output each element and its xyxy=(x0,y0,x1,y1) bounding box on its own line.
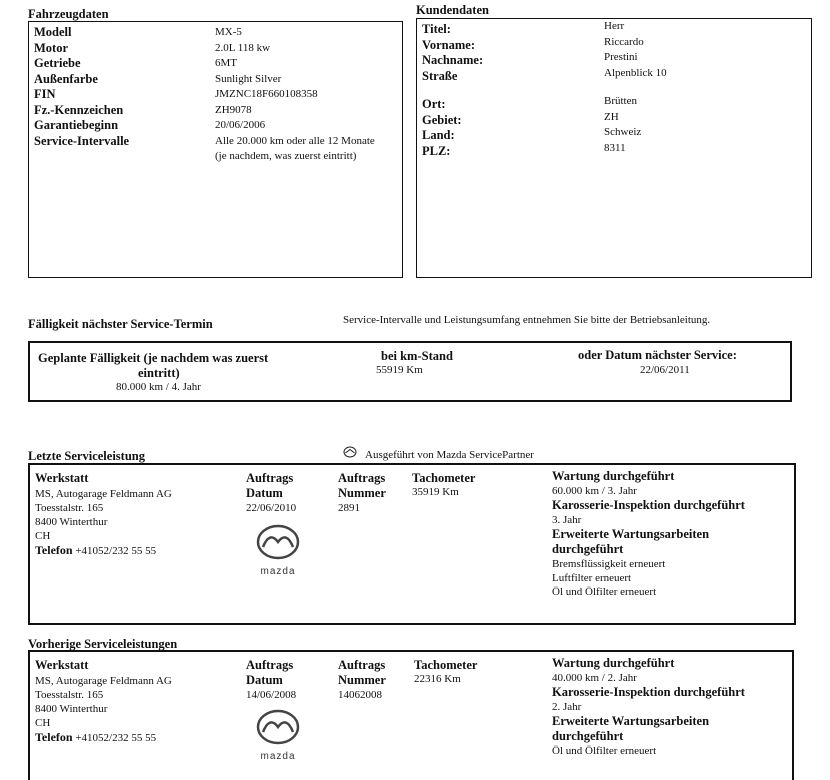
last-workshop-line: 8400 Winterthur xyxy=(35,516,108,528)
last-order-date-label-1: Auftrags xyxy=(246,471,294,485)
next-service-title: Fälligkeit nächster Service-Termin xyxy=(28,317,213,331)
customer-value-title: Herr xyxy=(604,20,625,32)
customer-values-top xyxy=(604,19,667,81)
prev-mazda-wordmark: mazda xyxy=(260,751,296,762)
vehicle-data-box xyxy=(28,21,403,278)
last-workshop-line: MS, Autogarage Feldmann AG xyxy=(35,488,172,500)
customer-value-zip: 8311 xyxy=(604,141,626,154)
vehicle-label-color: Außenfarbe xyxy=(34,71,98,86)
last-workshop-address xyxy=(35,487,172,558)
last-order-date-label-2: Datum xyxy=(246,486,283,500)
customer-label-region: Gebiet: xyxy=(422,112,462,127)
customer-label-lastname: Nachname: xyxy=(422,53,484,67)
prev-phone-label: Telefon xyxy=(35,730,73,744)
last-extended-label-1: Erweiterte Wartungsarbeiten xyxy=(552,527,710,541)
prev-maintenance-value: 40.000 km / 2. Jahr xyxy=(552,672,637,684)
km-status-value: 55919 Km xyxy=(376,364,423,376)
last-extended-item: Luftfilter erneuert xyxy=(552,572,632,584)
customer-section-title: Kundendaten xyxy=(416,3,489,17)
last-extended-label-2: durchgeführt xyxy=(552,542,624,556)
customer-label-firstname: Vorname: xyxy=(422,37,476,52)
vehicle-label-model: Modell xyxy=(34,25,72,39)
last-workshop-line: Toesstalstr. 165 xyxy=(35,502,104,514)
customer-value-firstname: Riccardo xyxy=(604,35,644,48)
last-service-title: Letzte Serviceleistung xyxy=(28,449,145,463)
customer-value-city: Brütten xyxy=(604,95,637,107)
prev-tacho-label: Tachometer xyxy=(414,658,478,672)
mazda-logo-icon xyxy=(255,708,301,746)
customer-data-box xyxy=(416,18,812,278)
last-mazda-wordmark: mazda xyxy=(260,566,296,577)
prev-mazda-logo xyxy=(248,708,308,762)
last-order-number-label-2: Nummer xyxy=(338,486,386,500)
last-extended-item: Öl und Ölfilter erneuert xyxy=(552,586,657,598)
prev-workshop-label: Werkstatt xyxy=(35,658,89,672)
performed-by-line xyxy=(343,445,534,463)
customer-value-lastname: Prestini xyxy=(604,51,638,63)
last-work-done xyxy=(552,469,745,599)
customer-label-zip: PLZ: xyxy=(422,143,451,158)
prev-body-inspection-label: Karosserie-Inspektion durchgeführt xyxy=(552,685,745,699)
vehicle-value-service-interval: Alle 20.000 km oder alle 12 Monate xyxy=(215,134,375,147)
planned-due-label-line2: eintritt) xyxy=(138,366,180,380)
prev-workshop-line: MS, Autogarage Feldmann AG xyxy=(35,675,172,687)
last-body-inspection-label: Karosserie-Inspektion durchgeführt xyxy=(552,498,745,512)
vehicle-label-vin: FIN xyxy=(34,87,56,101)
prev-extended-label-2: durchgeführt xyxy=(552,729,624,743)
prev-body-inspection-value: 2. Jahr xyxy=(552,701,582,713)
planned-due-value: 80.000 km / 4. Jahr xyxy=(116,381,201,393)
next-service-box xyxy=(28,341,792,402)
prev-workshop-address xyxy=(35,674,172,745)
prev-extended-item: Öl und Ölfilter erneuert xyxy=(552,745,657,757)
vehicle-value-color: Sunlight Silver xyxy=(215,72,282,85)
customer-label-city: Ort: xyxy=(422,97,446,111)
prev-extended-label-1: Erweiterte Wartungsarbeiten xyxy=(552,714,710,728)
customer-values-bottom xyxy=(604,94,641,156)
customer-labels-top xyxy=(422,22,483,84)
prev-order-number: 14062008 xyxy=(338,689,382,701)
vehicle-label-gearbox: Getriebe xyxy=(34,56,81,70)
prev-order-date: 14/06/2008 xyxy=(246,689,297,701)
customer-label-country: Land: xyxy=(422,128,455,142)
prev-maintenance-label: Wartung durchgeführt xyxy=(552,656,675,670)
vehicle-labels xyxy=(34,25,129,149)
last-mazda-logo xyxy=(248,523,308,577)
prev-workshop-line: Toesstalstr. 165 xyxy=(35,689,104,701)
vehicle-label-engine: Motor xyxy=(34,40,69,55)
customer-label-street: Straße xyxy=(422,68,458,83)
last-phone-value: +41052/232 55 55 xyxy=(75,545,157,557)
customer-value-street: Alpenblick 10 xyxy=(604,66,667,79)
last-order-number: 2891 xyxy=(338,502,360,514)
vehicle-label-service-interval: Service-Intervalle xyxy=(34,133,130,148)
prev-workshop-line: CH xyxy=(35,717,51,729)
prev-order-date-label-1: Auftrags xyxy=(246,658,294,672)
vehicle-value-engine: 2.0L 118 kw xyxy=(215,41,271,54)
last-extended-item: Bremsflüssigkeit erneuert xyxy=(552,558,666,570)
vehicle-value-model: MX-5 xyxy=(215,26,242,38)
vehicle-label-plate: Fz.-Kennzeichen xyxy=(34,102,124,117)
next-date-value: 22/06/2011 xyxy=(640,364,690,376)
vehicle-section-title: Fahrzeugdaten xyxy=(28,7,109,21)
last-tacho-label: Tachometer xyxy=(412,471,476,485)
last-maintenance-value: 60.000 km / 3. Jahr xyxy=(552,485,637,497)
prev-order-date-label-2: Datum xyxy=(246,673,283,687)
prev-tacho-value: 22316 Km xyxy=(414,673,461,685)
customer-value-region: ZH xyxy=(604,110,619,123)
vehicle-values xyxy=(215,25,375,165)
prev-workshop-line: 8400 Winterthur xyxy=(35,703,108,715)
vehicle-value-vin: JMZNC18F660108358 xyxy=(215,88,318,100)
performed-by-text: Ausgeführt von Mazda ServicePartner xyxy=(365,449,534,461)
vehicle-value-gearbox: 6MT xyxy=(215,57,237,69)
prev-order-number-label-2: Nummer xyxy=(338,673,386,687)
last-body-inspection-value: 3. Jahr xyxy=(552,514,582,526)
customer-value-country: Schweiz xyxy=(604,126,642,138)
last-tacho-value: 35919 Km xyxy=(412,486,459,498)
vehicle-label-warranty: Garantiebeginn xyxy=(34,118,119,132)
previous-service-title: Vorherige Serviceleistungen xyxy=(28,637,178,651)
last-maintenance-label: Wartung durchgeführt xyxy=(552,469,675,483)
vehicle-value-warranty: 20/06/2006 xyxy=(215,119,266,131)
next-date-label: oder Datum nächster Service: xyxy=(578,348,737,362)
vehicle-service-note: (je nachdem, was zuerst eintritt) xyxy=(215,150,357,162)
last-order-date: 22/06/2010 xyxy=(246,502,297,514)
prev-phone-value: +41052/232 55 55 xyxy=(75,732,157,744)
customer-label-title: Titel: xyxy=(422,22,451,36)
last-service-box xyxy=(28,463,796,625)
last-workshop-label: Werkstatt xyxy=(35,471,89,485)
vehicle-value-plate: ZH9078 xyxy=(215,103,252,116)
prev-order-number-label-1: Auftrags xyxy=(338,658,386,672)
planned-due-label-line1: Geplante Fälligkeit (je nachdem was zuerst xyxy=(38,351,269,365)
mazda-logo-icon xyxy=(255,523,301,561)
last-order-number-label-1: Auftrags xyxy=(338,471,386,485)
mazda-small-icon xyxy=(343,445,357,463)
customer-labels-bottom xyxy=(422,97,462,159)
prev-work-done xyxy=(552,656,745,758)
last-workshop-line: CH xyxy=(35,530,51,542)
previous-service-box xyxy=(28,650,794,780)
next-service-note: Service-Intervalle und Leistungsumfang entnehmen Sie bitte der Betriebsanleitung. xyxy=(343,314,711,326)
km-status-label: bei km-Stand xyxy=(381,349,453,363)
last-phone-label: Telefon xyxy=(35,543,73,557)
